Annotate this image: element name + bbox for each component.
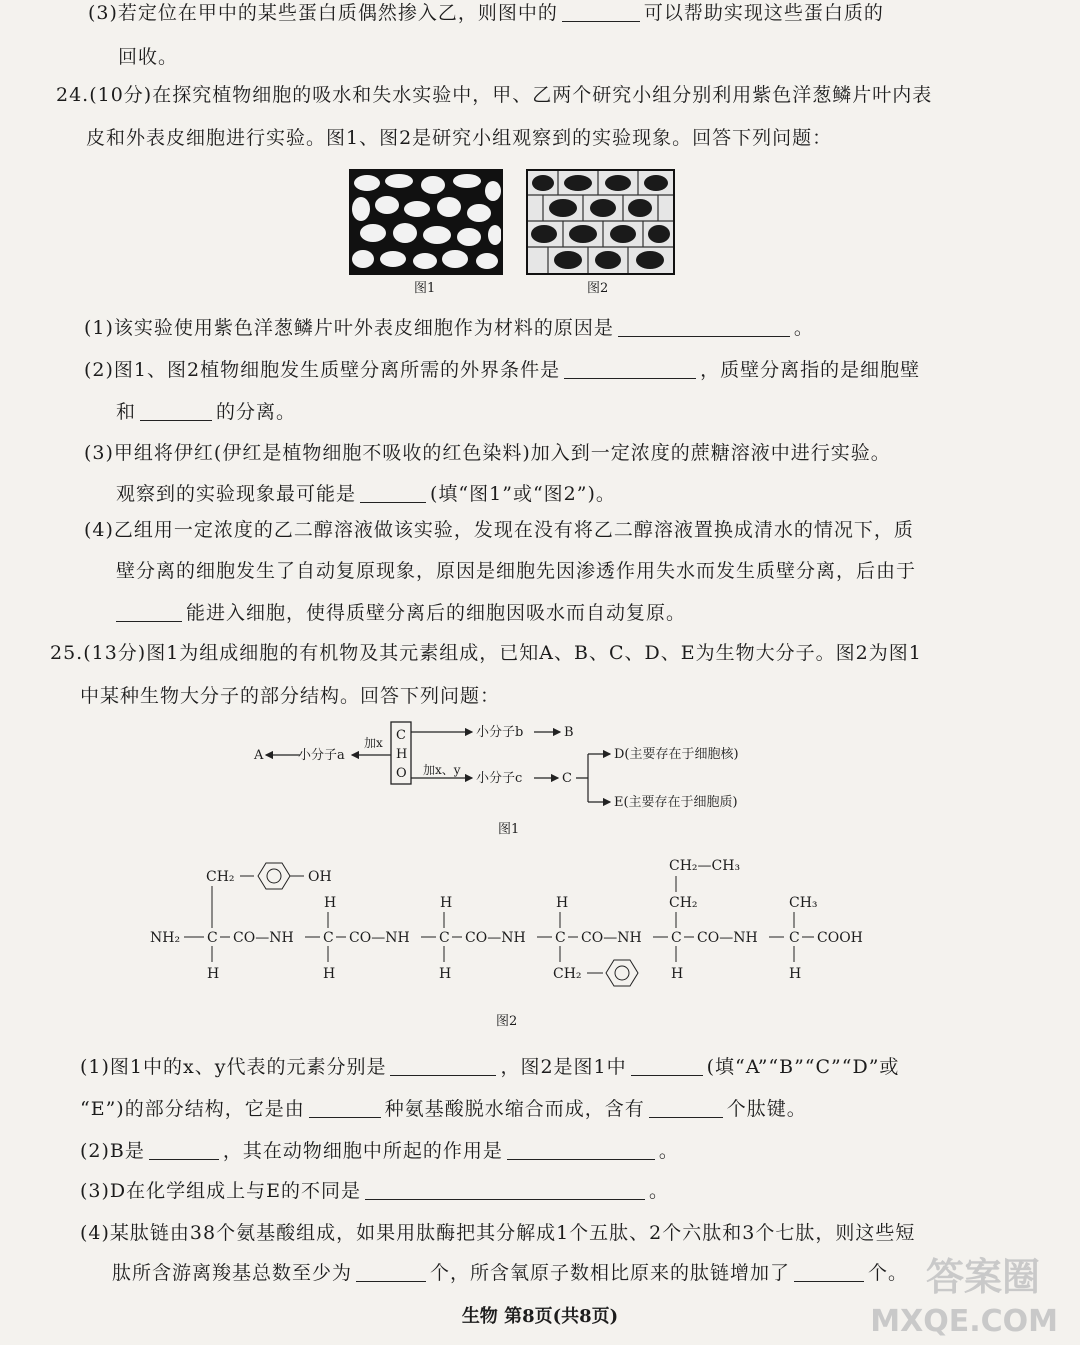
h-bottom-3: H <box>439 966 452 982</box>
answer-blank[interactable] <box>390 1056 496 1076</box>
peptide-bond-2: CO—NH <box>349 930 410 946</box>
text: 观察到的实验现象最可能是 <box>116 483 357 505</box>
q25-intro-line2: 中某种生物大分子的部分结构。回答下列问题： <box>80 685 501 707</box>
alpha-c-2: C <box>323 930 334 946</box>
label-add-xy: 加x、y <box>423 763 461 777</box>
label-C: C <box>396 728 406 743</box>
benzene-ring-icon <box>258 863 290 889</box>
hydroxyl: OH <box>308 869 332 885</box>
text: “E”)的部分结构，它是由 <box>80 1098 305 1120</box>
methyl: CH₃ <box>789 895 818 911</box>
q25-fig1-caption: 图1 <box>498 822 520 837</box>
peptide-bond-1: CO—NH <box>233 930 294 946</box>
answer-blank[interactable] <box>562 2 640 22</box>
q25-part4-line2 <box>112 1258 908 1285</box>
label-add-x: 加x <box>364 736 383 750</box>
carboxyl-terminus: COOH <box>817 930 863 946</box>
text: (2)B是 <box>80 1140 145 1162</box>
label-E: E(主要存在于细胞质) <box>614 795 738 810</box>
text: ，图2是图1中 <box>500 1056 627 1078</box>
answer-blank[interactable] <box>631 1056 703 1076</box>
answer-blank[interactable] <box>116 602 182 622</box>
answer-blank[interactable] <box>507 1140 655 1160</box>
q24-intro-line2: 皮和外表皮细胞进行实验。图1、图2是研究小组观察到的实验现象。回答下列问题： <box>86 127 833 149</box>
answer-blank[interactable] <box>365 1180 645 1200</box>
h-top-3: H <box>440 895 453 911</box>
text: 种氨基酸脱水缩合而成，含有 <box>384 1098 645 1120</box>
text: 。 <box>793 317 814 339</box>
text: 能进入细胞，使得质壁分离后的细胞因吸水而自动复原。 <box>186 602 687 624</box>
peptide-bond-4: CO—NH <box>581 930 642 946</box>
fig1-caption: 图1 <box>414 281 436 296</box>
answer-blank[interactable] <box>356 1262 426 1282</box>
h-top-2: H <box>324 895 337 911</box>
side-chain-ch2-4: CH₂ <box>553 966 582 982</box>
q25-intro-line1: 25.(13分)图1为组成细胞的有机物及其元素组成，已知A、B、C、D、E为生物大分子。图2为图1 <box>50 642 922 664</box>
label-B: B <box>564 725 574 740</box>
ethyl-group: CH₂—CH₃ <box>669 858 741 874</box>
q25-part4-line1: (4)某肽链由38个氨基酸组成，如果用肽酶把其分解成1个五肽、2个六肽和3个七肽，则这些短 <box>80 1222 916 1244</box>
q24-part1 <box>84 313 814 340</box>
text: ，其在动物细胞中所起的作用是 <box>222 1140 503 1162</box>
amino-terminus: NH₂ <box>150 930 181 946</box>
text: 可以帮助实现这些蛋白质的 <box>643 2 884 24</box>
alpha-c-6: C <box>789 930 800 946</box>
h-top-4: H <box>556 895 569 911</box>
text: (填“A”“B”“C”“D”或 <box>706 1056 900 1078</box>
q24-part3-line2 <box>116 479 616 506</box>
alpha-c-1: C <box>207 930 218 946</box>
q24-part3-line1: (3)甲组将伊红(伊红是植物细胞不吸收的红色染料)加入到一定浓度的蔗糖溶液中进行实验。 <box>84 442 891 464</box>
text: (3)D在化学组成上与E的不同是 <box>80 1180 362 1202</box>
answer-blank[interactable] <box>794 1262 864 1282</box>
answer-blank[interactable] <box>564 359 696 379</box>
side-chain-ch2-5: CH₂ <box>669 895 698 911</box>
q24-part4-line1: (4)乙组用一定浓度的乙二醇溶液做该实验，发现在没有将乙二醇溶液置换成清水的情况下，质 <box>84 519 914 541</box>
peptide-bond-3: CO—NH <box>465 930 526 946</box>
page-footer: 生物 第8页(共8页) <box>461 1306 619 1327</box>
h-bottom-5: H <box>671 966 684 982</box>
text: 。 <box>649 1180 670 1202</box>
q25-part1-line2 <box>80 1094 807 1121</box>
watermark-logo: 答案圈 <box>925 1255 1040 1299</box>
organic-molecules-diagram <box>240 712 780 832</box>
text: 肽所含游离羧基总数至少为 <box>112 1262 353 1284</box>
answer-blank[interactable] <box>309 1098 381 1118</box>
q23-part3-line2: 回收。 <box>118 46 179 68</box>
benzene-ring-icon <box>606 960 638 986</box>
text: (1)图1中的x、y代表的元素分别是 <box>80 1056 387 1078</box>
answer-blank[interactable] <box>140 401 212 421</box>
label-small-a: 小分子a <box>298 748 345 763</box>
watermark-url: MXQE.COM <box>870 1304 1058 1339</box>
q25-part2 <box>80 1136 679 1163</box>
label-A: A <box>254 748 264 763</box>
alpha-c-5: C <box>671 930 682 946</box>
peptide-bond-5: CO—NH <box>697 930 758 946</box>
h-bottom-6: H <box>789 966 802 982</box>
side-chain-ch2: CH₂ <box>206 869 235 885</box>
label-H: H <box>396 747 408 762</box>
q24-part4-line2: 壁分离的细胞发生了自动复原现象，原因是细胞先因渗透作用失水而发生质壁分离，后由于 <box>116 560 917 582</box>
branch-line <box>576 754 588 802</box>
answer-blank[interactable] <box>649 1098 723 1118</box>
text: (2)图1、图2植物细胞发生质壁分离所需的外界条件是 <box>84 359 561 381</box>
label-D: D(主要存在于细胞核) <box>614 747 739 762</box>
q24-intro-line1: 24.(10分)在探究植物细胞的吸水和失水实验中，甲、乙两个研究小组分别利用紫色洋葱鳞片叶内表 <box>56 84 933 106</box>
peptide-structure <box>148 848 888 988</box>
h-bottom-1: H <box>207 966 220 982</box>
q24-part2-line1 <box>84 355 920 382</box>
answer-blank[interactable] <box>149 1140 219 1160</box>
text: 的分离。 <box>216 401 297 423</box>
label-C-macro: C <box>562 771 572 786</box>
text: 个肽键。 <box>726 1098 807 1120</box>
cell-micrograph-fig2 <box>526 169 675 275</box>
label-O: O <box>396 766 407 781</box>
text: 个。 <box>868 1262 909 1284</box>
q24-part4-line3 <box>116 598 686 625</box>
alpha-c-3: C <box>439 930 450 946</box>
fig2-caption: 图2 <box>587 281 609 296</box>
answer-blank[interactable] <box>360 483 426 503</box>
text: (填“图1”或“图2”)。 <box>430 483 616 505</box>
q25-part3 <box>80 1176 669 1203</box>
text: 和 <box>116 401 137 423</box>
text: (1)该实验使用紫色洋葱鳞片叶外表皮细胞作为材料的原因是 <box>84 317 614 339</box>
text: 。 <box>658 1140 679 1162</box>
text: 个，所含氧原子数相比原来的肽链增加了 <box>430 1262 791 1284</box>
q23-part3-line1 <box>88 0 884 25</box>
h-bottom-2: H <box>323 966 336 982</box>
ring-circle <box>615 966 629 980</box>
answer-blank[interactable] <box>618 317 790 337</box>
q25-fig2-caption: 图2 <box>496 1014 518 1029</box>
alpha-c-4: C <box>555 930 566 946</box>
cell-micrograph-fig1 <box>349 169 503 275</box>
label-small-b: 小分子b <box>476 725 524 740</box>
text: (3)若定位在甲中的某些蛋白质偶然掺入乙，则图中的 <box>88 2 558 24</box>
q25-part1-line1 <box>80 1052 899 1079</box>
q24-part2-line2 <box>116 397 296 424</box>
label-small-c: 小分子c <box>476 771 523 786</box>
ring-circle <box>267 869 281 883</box>
text: ，质壁分离指的是细胞壁 <box>700 359 921 381</box>
